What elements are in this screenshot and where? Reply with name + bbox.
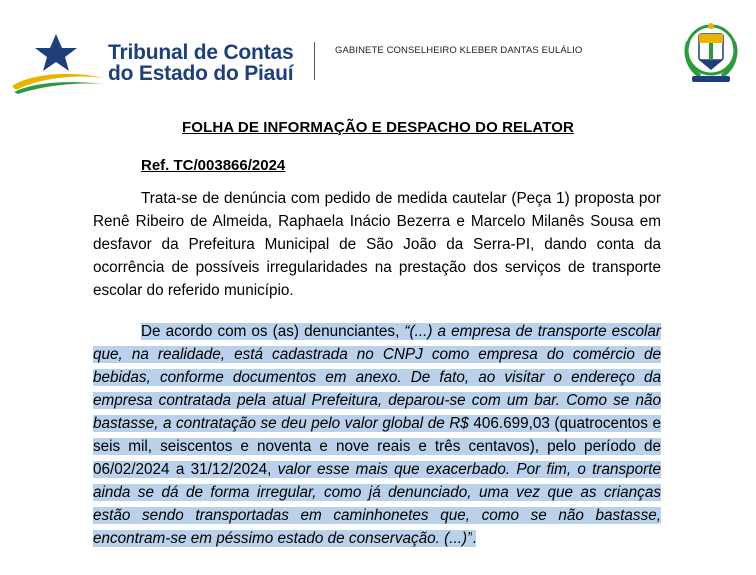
document-header	[0, 0, 756, 100]
paragraph-2-quote-2: valor esse mais que exacerbado. Por fim, o transporte ainda se dá de forma irregular, como já denunciado, uma vez que as crianças estão sendo transportadas em caminhonetes que, como se não bastasse, encontram-se em péssimo estado de conservação. (...)”	[93, 461, 661, 547]
paragraph-1-text: Trata-se de denúncia com pedido de medida cautelar (Peça 1) proposta por Renê Ribeiro de Almeida, Raphaela Inácio Bezerra e Marcelo Milanês Sousa em desfavor da Prefeitura Municipal de São João da Serra-PI, dando conta da ocorrência de possíveis irregularidades na prestação dos serviços de transporte escolar do referido município.	[93, 190, 661, 299]
paragraph-2-quote-1: “(...) a empresa de transporte escolar que, na realidade, está cadastrada no CNPJ como empresa do comércio de bebidas, conforme documentos em anexo. De fato, ao visitar o endereço da empresa contratada pela atual Prefeitura, deparou-se com um bar. Como se não bastasse, a contratação se deu pelo valor global de R$	[93, 323, 661, 432]
header-divider	[314, 42, 315, 80]
piaui-coat-of-arms-icon	[682, 20, 740, 88]
paragraph-2-end: .	[472, 530, 477, 547]
document-title: FOLHA DE INFORMAÇÃO E DESPACHO DO RELATOR	[182, 119, 574, 136]
institution-line-2: do Estado do Piauí	[108, 62, 294, 85]
institution-line-1: Tribunal de Contas	[108, 41, 294, 64]
institution-name	[108, 42, 293, 84]
paragraph-2	[93, 320, 661, 550]
paragraph-2-value: 406.699,03 (quatrocentos e seis mil, seiscentos e noventa e nove reais e três centavos), pelo período de 06/02/2024 a 31/12/2024,	[93, 415, 661, 478]
reference-number: Ref. TC/003866/2024	[141, 157, 286, 174]
cabinet-name: GABINETE CONSELHEIRO KLEBER DANTAS EULÁLIO	[335, 45, 583, 56]
paragraph-1	[93, 187, 661, 302]
tce-star-logo-icon	[10, 34, 106, 94]
paragraph-2-intro: De acordo com os (as) denunciantes,	[141, 323, 405, 340]
